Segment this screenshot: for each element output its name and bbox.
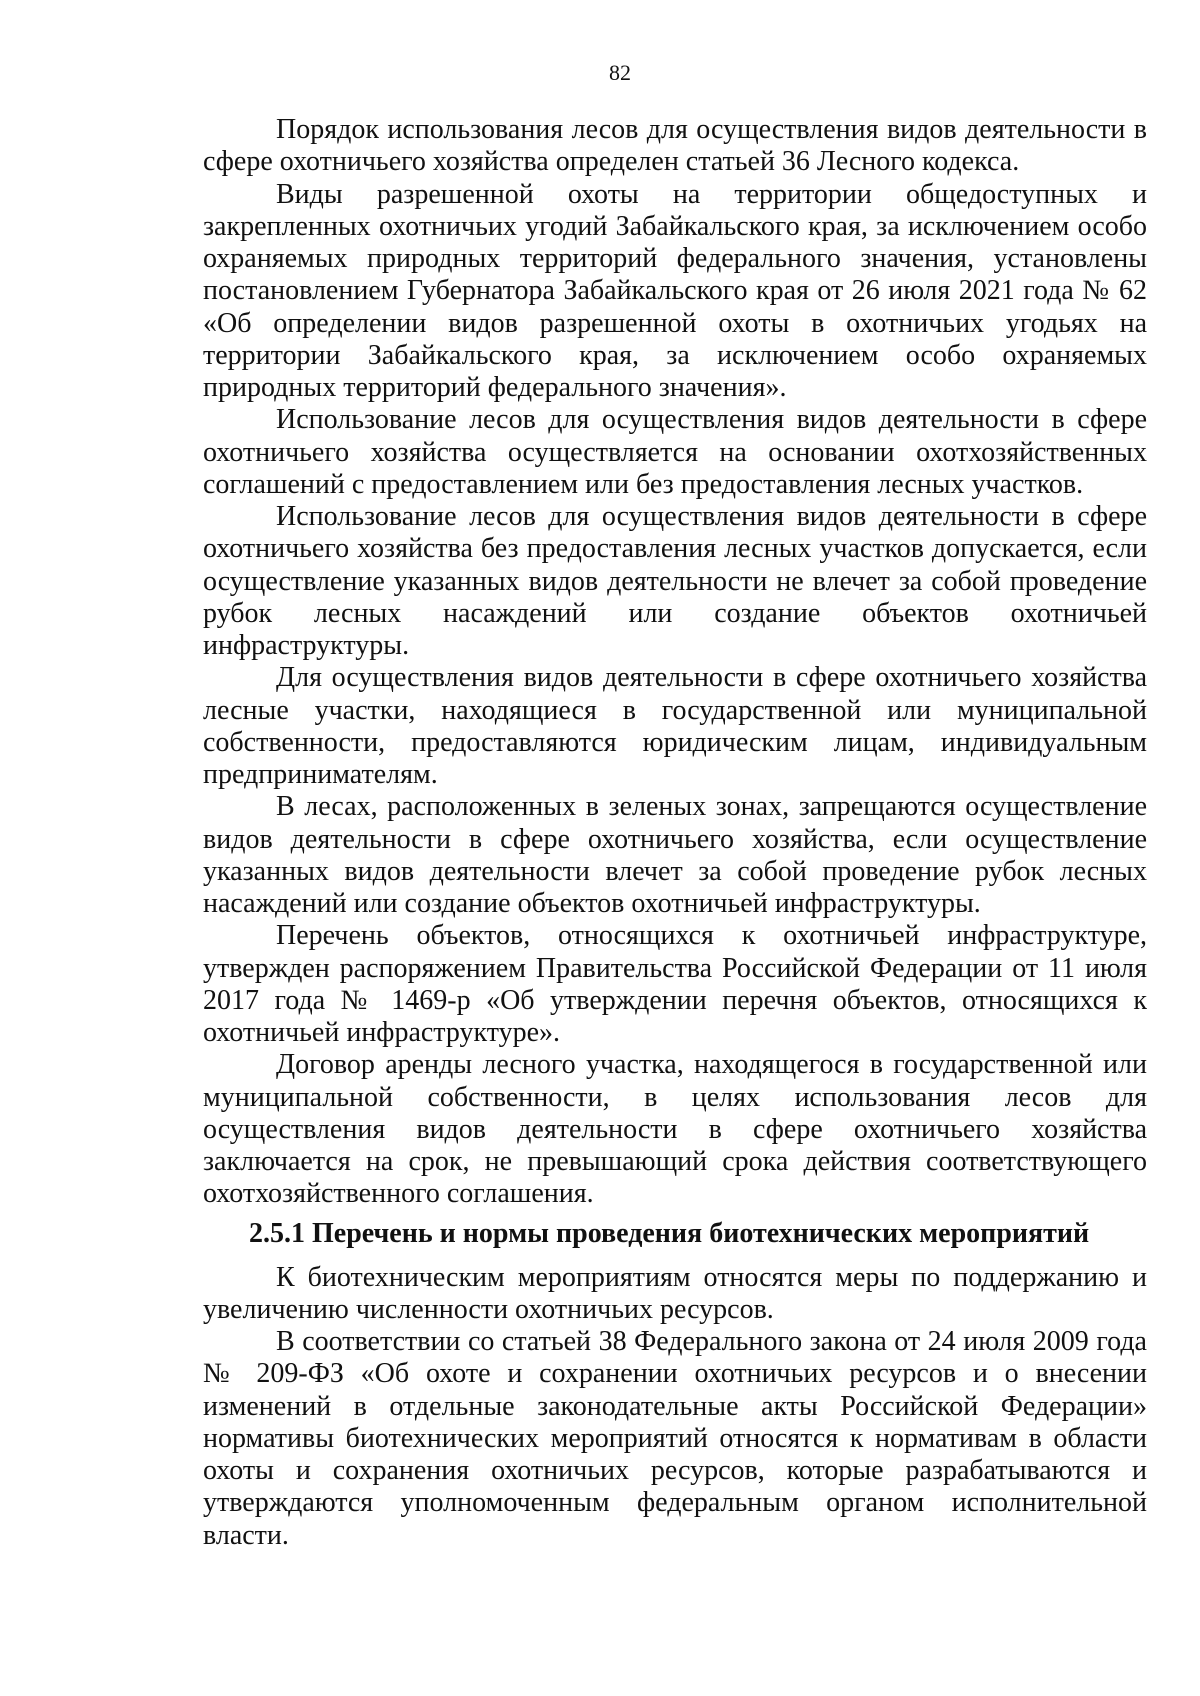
paragraph-permitted-hunting-types: Виды разрешенной охоты на территории общедоступных и закрепленных охотничьих угодий Забайкальского края, за исключением особо охраняемых природных территорий федерального значения, установлены постановлением Губернатора Забайкальского края от 26 июля 2021 года № 62 «Об определении видов разрешенной охоты в охотничьих угодьях на территории Забайкальского края, за исключением особо охраняемых природных территорий федерального значения». <box>203 178 1147 403</box>
paragraph-plots-provision: Для осуществления видов деятельности в сфере охотничьего хозяйства лесные участки, находящиеся в государственной или муниципальной собственности, предоставляются юридическим лицам, индивидуальным предпринимателям. <box>203 662 1147 790</box>
paragraph-biotechnical-measures: К биотехническим мероприятиям относятся меры по поддержанию и увеличению численности охотничьих ресурсов. <box>203 1261 1147 1325</box>
paragraph-federal-law-norms: В соответствии со статьей 38 Федерального закона от 24 июля 2009 года № 209-ФЗ «Об охоте и сохранении охотничьих ресурсов и о внесении изменений в отдельные законодательные акты Российской Федерации» нормативы биотехнических мероприятий относятся к нормативам в области охоты и сохранения охотничьих ресурсов, которые разрабатываются и утверждаются уполномоченным федеральным органом исполнительной власти. <box>203 1326 1147 1551</box>
section-heading: 2.5.1 Перечень и нормы проведения биотехнических мероприятий <box>249 1217 1090 1249</box>
paragraph-hunting-agreements: Использование лесов для осуществления видов деятельности в сфере охотничьего хозяйства осуществляется на основании охотхозяйственных соглашений с предоставлением или без предоставления лесных участков. <box>203 404 1147 500</box>
paragraph-forest-use-order: Порядок использования лесов для осуществления видов деятельности в сфере охотничьего хозяйства определен статьей 36 Лесного кодекса. <box>203 114 1147 178</box>
document-body <box>203 114 1147 1552</box>
paragraph-infrastructure-list: Перечень объектов, относящихся к охотничьей инфраструктуре, утвержден распоряжением Правительства Российской Федерации от 11 июля 2017 года № 1469-р «Об утверждении перечня объектов, относящихся к охотничьей инфраструктуре». <box>203 920 1147 1048</box>
paragraph-green-zones: В лесах, расположенных в зеленых зонах, запрещаются осуществление видов деятельности в сфере охотничьего хозяйства, если осуществление указанных видов деятельности влечет за собой проведение рубок лесных насаждений или создание объектов охотничьей инфраструктуры. <box>203 791 1147 919</box>
paragraph-lease-agreement: Договор аренды лесного участка, находящегося в государственной или муниципальной собственности, в целях использования лесов для осуществления видов деятельности в сфере охотничьего хозяйства заключается на срок, не превышающий срока действия соответствующего охотхозяйственного соглашения. <box>203 1049 1147 1210</box>
paragraph-use-without-plots: Использование лесов для осуществления видов деятельности в сфере охотничьего хозяйства без предоставления лесных участков допускается, если осуществление указанных видов деятельности не влечет за собой проведение рубок лесных насаждений или создание объектов охотничьей инфраструктуры. <box>203 501 1147 661</box>
page-number: 82 <box>609 60 631 85</box>
